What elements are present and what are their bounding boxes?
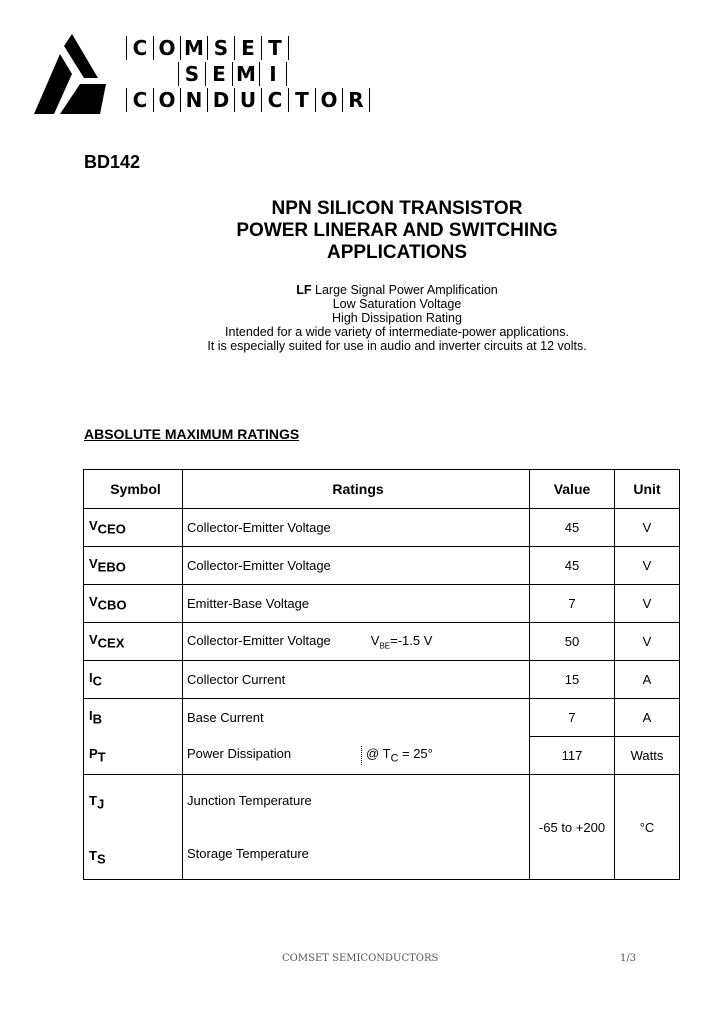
brand-line-semi [178, 62, 287, 86]
footer-page-number: 1/3 [620, 953, 637, 964]
condition-symbol: V [370, 632, 380, 648]
symbol-letter: T [89, 793, 97, 808]
symbol-letter: I [89, 670, 93, 686]
part-number: BD142 [84, 152, 141, 172]
symbol-cell [84, 737, 183, 775]
symbol-subscript: T [97, 749, 106, 765]
rating-cell: Base Current [183, 699, 530, 737]
value-cell: 7 [530, 585, 615, 623]
condition-text [361, 746, 433, 765]
condition-text [371, 633, 433, 651]
desc-line-5: It is especially suited for use in audio and inverter circuits at 12 volts. [207, 339, 587, 353]
symbol-subscript: CEO [97, 521, 126, 537]
brand-letter: C [126, 36, 154, 60]
rating-text: Collector-Emitter Voltage [187, 632, 331, 648]
symbol-cell [84, 775, 183, 880]
desc-line-3: High Dissipation Rating [332, 311, 462, 325]
brand-letter: C [126, 88, 154, 112]
section-title: ABSOLUTE MAXIMUM RATINGS [84, 426, 300, 442]
value-cell: 45 [530, 509, 615, 547]
rating-cell: Collector-Emitter Voltage [183, 547, 530, 585]
header-symbol: Symbol [84, 470, 183, 509]
brand-letter: M [233, 62, 260, 86]
brand-letter: E [206, 62, 233, 86]
symbol-letter: V [89, 518, 98, 534]
symbol-cell [84, 699, 183, 737]
title-line-2: POWER LINERAR AND SWITCHING [236, 220, 558, 241]
symbol-cell [84, 509, 183, 547]
rating-cell: Collector-Emitter Voltage [183, 509, 530, 547]
symbol-cell [84, 547, 183, 585]
symbol-letter: V [89, 594, 98, 610]
title-line-1: NPN SILICON TRANSISTOR [271, 198, 523, 219]
header-ratings: Ratings [183, 470, 530, 509]
symbol-letter: I [89, 708, 93, 724]
condition-value: =-1.5 V [390, 632, 433, 648]
condition-subscript: BE [379, 641, 391, 651]
brand-letter: O [154, 36, 181, 60]
footer-company: COMSET SEMICONDUCTORS [282, 953, 439, 964]
value-cell: 15 [530, 661, 615, 699]
symbol-letter: T [89, 847, 97, 863]
unit-cell: V [615, 585, 680, 623]
brand-letter: T [289, 88, 316, 112]
rating-text: Storage Temperature [187, 846, 309, 861]
symbol-subscript: EBO [97, 559, 126, 575]
brand-letter: N [181, 88, 208, 112]
brand-letter: S [178, 62, 206, 86]
header-unit: Unit [615, 470, 680, 509]
symbol-subscript: CBO [97, 597, 127, 613]
symbol-letter: V [89, 632, 98, 648]
rating-text: Power Dissipation [187, 745, 292, 761]
symbol-cell [84, 623, 183, 661]
brand-letter: M [181, 36, 208, 60]
unit-cell: A [615, 661, 680, 699]
desc-lf-label: LF [296, 283, 312, 297]
table-row [84, 737, 680, 775]
symbol-subscript: J [96, 796, 105, 812]
brand-letter: I [260, 62, 287, 86]
brand-line-conductors [126, 88, 370, 112]
brand-letter: E [235, 36, 262, 60]
brand-wordmark [126, 34, 374, 116]
rating-cell: Collector Current [183, 661, 530, 699]
table-row [84, 547, 680, 585]
table-row [84, 509, 680, 547]
symbol-subscript: B [92, 712, 103, 728]
brand-letter: S [208, 36, 235, 60]
brand-letter: U [235, 88, 262, 112]
table-row [84, 623, 680, 661]
brand-letter: O [154, 88, 181, 112]
desc-line-1-text: Large Signal Power Amplification [311, 283, 498, 297]
value-cell: 45 [530, 547, 615, 585]
symbol-letter: V [89, 556, 98, 572]
table-header-row [84, 470, 680, 509]
header-value: Value [530, 470, 615, 509]
brand-letter: T [262, 36, 289, 60]
symbol-cell [84, 585, 183, 623]
rating-cell [183, 623, 530, 661]
condition-symbol: @ T [366, 745, 391, 761]
ratings-table [83, 469, 680, 880]
unit-cell: °C [615, 775, 680, 880]
table-row [84, 775, 680, 880]
symbol-letter: P [89, 745, 98, 761]
brand-letter: D [208, 88, 235, 112]
symbol-ts [89, 812, 182, 867]
table-row [84, 661, 680, 699]
unit-cell: V [615, 509, 680, 547]
unit-cell: Watts [615, 737, 680, 775]
value-cell: -65 to +200 [530, 775, 615, 880]
value-cell: 50 [530, 623, 615, 661]
unit-cell: V [615, 623, 680, 661]
symbol-subscript: S [96, 851, 106, 867]
table-row [84, 585, 680, 623]
condition-value: = 25° [398, 745, 433, 761]
value-cell: 117 [530, 737, 615, 775]
condition-subscript: C [390, 752, 399, 765]
rating-cell [183, 775, 530, 880]
brand-letter: R [343, 88, 370, 112]
symbol-tj [89, 775, 182, 812]
symbol-subscript: CEX [97, 635, 125, 651]
title-line-3: APPLICATIONS [326, 242, 468, 263]
brand-line-comset [126, 36, 289, 60]
symbol-cell [84, 661, 183, 699]
rating-cell [183, 737, 530, 775]
brand-letter: C [262, 88, 289, 112]
table-row [84, 699, 680, 737]
comset-logo-icon [34, 34, 106, 116]
value-cell: 7 [530, 699, 615, 737]
desc-line-1 [0, 283, 720, 297]
desc-line-2: Low Saturation Voltage [332, 297, 462, 311]
symbol-subscript: C [92, 673, 103, 689]
rating-cell: Emitter-Base Voltage [183, 585, 530, 623]
rating-text: Junction Temperature [187, 793, 312, 808]
desc-line-4: Intended for a wide variety of intermediate-power applications. [225, 325, 569, 339]
unit-cell: V [615, 547, 680, 585]
brand-letter: O [316, 88, 343, 112]
unit-cell: A [615, 699, 680, 737]
